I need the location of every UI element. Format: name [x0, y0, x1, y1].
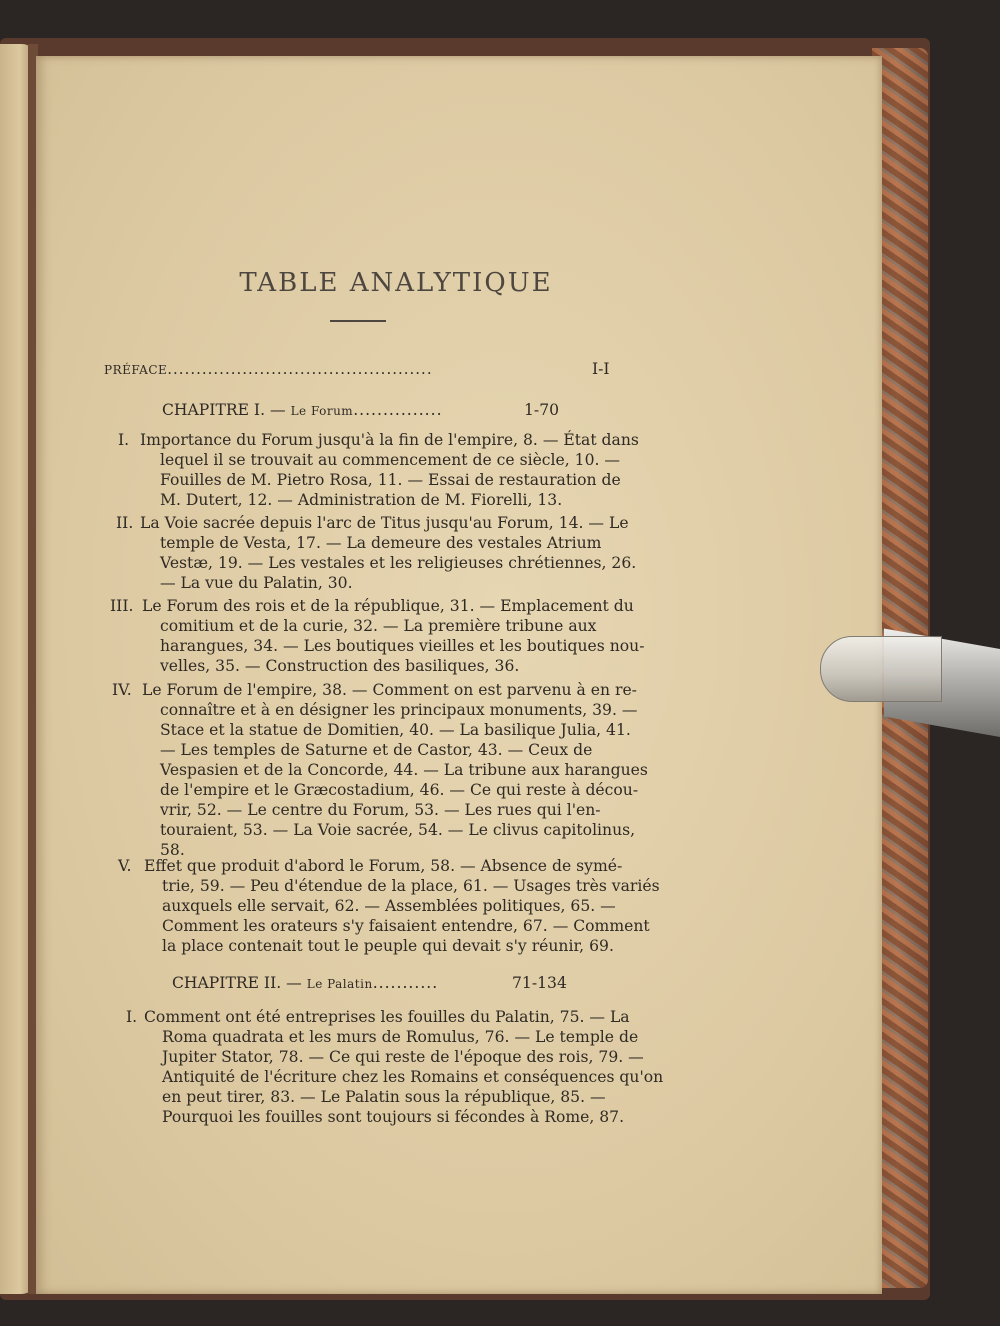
section-line: auxquels elle servait, 62. — Assemblées politiques, 65. — [162, 897, 616, 915]
section-marker: I. [126, 1008, 138, 1026]
bookmark-tab [820, 636, 942, 702]
section-line: 58. [160, 841, 185, 859]
section-line: de l'empire et le Græcostadium, 46. — Ce qui reste à décou- [160, 781, 639, 799]
section-line: la place contenait tout le peuple qui devait s'y réunir, 69. [162, 937, 614, 955]
chapter-prefix: CHAPITRE I. — [162, 401, 291, 419]
page-title: TABLE ANALYTIQUE [239, 268, 553, 298]
section-line: Vestæ, 19. — Les vestales et les religieuses chrétiennes, 26. [160, 554, 637, 572]
chapter-dots: ............... [353, 401, 443, 419]
title-rule [330, 320, 386, 322]
section-marker: II. [116, 514, 134, 532]
preface-label: PRÉFACE [104, 363, 168, 377]
preface-entry [104, 359, 433, 380]
section-line: Comment les orateurs s'y faisaient entendre, 67. — Comment [162, 917, 650, 935]
section-line: Effet que produit d'abord le Forum, 58. — Absence de symé- [144, 857, 623, 875]
section-line: Pourquoi les fouilles sont toujours si fécondes à Rome, 87. [162, 1108, 625, 1126]
section-line: Le Forum des rois et de la république, 31. — Emplacement du [142, 597, 634, 615]
section-marker: V. [118, 857, 132, 875]
section-line: Roma quadrata et les murs de Romulus, 76. — Le temple de [162, 1028, 639, 1046]
book-page [36, 56, 882, 1294]
chapter-pages: 71-134 [512, 974, 567, 992]
section-line: — La vue du Palatin, 30. [160, 574, 353, 592]
chapter-pages: 1-70 [524, 401, 560, 419]
section-marker: IV. [112, 681, 132, 699]
chapter-name: Le Palatin [306, 977, 373, 991]
chapter-heading [172, 973, 438, 994]
section-line: lequel il se trouvait au commencement de ce siècle, 10. — [160, 451, 621, 469]
preface-pages: I-I [592, 360, 610, 378]
section-line: vrir, 52. — Le centre du Forum, 53. — Les rues qui l'en- [160, 801, 601, 819]
section-line: connaître et à en désigner les principaux monuments, 39. — [160, 701, 638, 719]
section-line: Comment ont été entreprises les fouilles du Palatin, 75. — La [144, 1008, 630, 1026]
section-line: Jupiter Stator, 78. — Ce qui reste de l'époque des rois, 79. — [162, 1048, 644, 1066]
section-line: en peut tirer, 83. — Le Palatin sous la république, 85. — [162, 1088, 606, 1106]
section-line: trie, 59. — Peu d'étendue de la place, 61. — Usages très variés [162, 877, 660, 895]
chapter-dots: ........... [372, 974, 439, 992]
chapter-heading [162, 400, 443, 421]
section-line: Stace et la statue de Domitien, 40. — La basilique Julia, 41. [160, 721, 631, 739]
chapter-prefix: CHAPITRE II. — [172, 974, 307, 992]
section-line: La Voie sacrée depuis l'arc de Titus jusqu'au Forum, 14. — Le [140, 514, 629, 532]
section-line: velles, 35. — Construction des basiliques, 36. [160, 657, 520, 675]
section-line: Vespasien et de la Concorde, 44. — La tribune aux harangues [160, 761, 648, 779]
section-line: temple de Vesta, 17. — La demeure des vestales Atrium [160, 534, 602, 552]
section-marker: I. [118, 431, 130, 449]
section-line: harangues, 34. — Les boutiques vieilles et les boutiques nou- [160, 637, 645, 655]
preface-dots: .............................................. [167, 360, 433, 378]
section-line: Le Forum de l'empire, 38. — Comment on est parvenu à en re- [142, 681, 637, 699]
chapter-name: Le Forum [290, 404, 354, 418]
section-line: touraient, 53. — La Voie sacrée, 54. — Le clivus capitolinus, [160, 821, 636, 839]
section-marker: III. [110, 597, 134, 615]
section-line: Importance du Forum jusqu'à la fin de l'empire, 8. — État dans [140, 431, 639, 449]
section-line: Fouilles de M. Pietro Rosa, 11. — Essai de restauration de [160, 471, 621, 489]
section-line: Antiquité de l'écriture chez les Romains et conséquences qu'on [162, 1068, 664, 1086]
section-line: M. Dutert, 12. — Administration de M. Fiorelli, 13. [160, 491, 563, 509]
section-line: comitium et de la curie, 32. — La première tribune aux [160, 617, 597, 635]
section-line: — Les temples de Saturne et de Castor, 43. — Ceux de [160, 741, 593, 759]
